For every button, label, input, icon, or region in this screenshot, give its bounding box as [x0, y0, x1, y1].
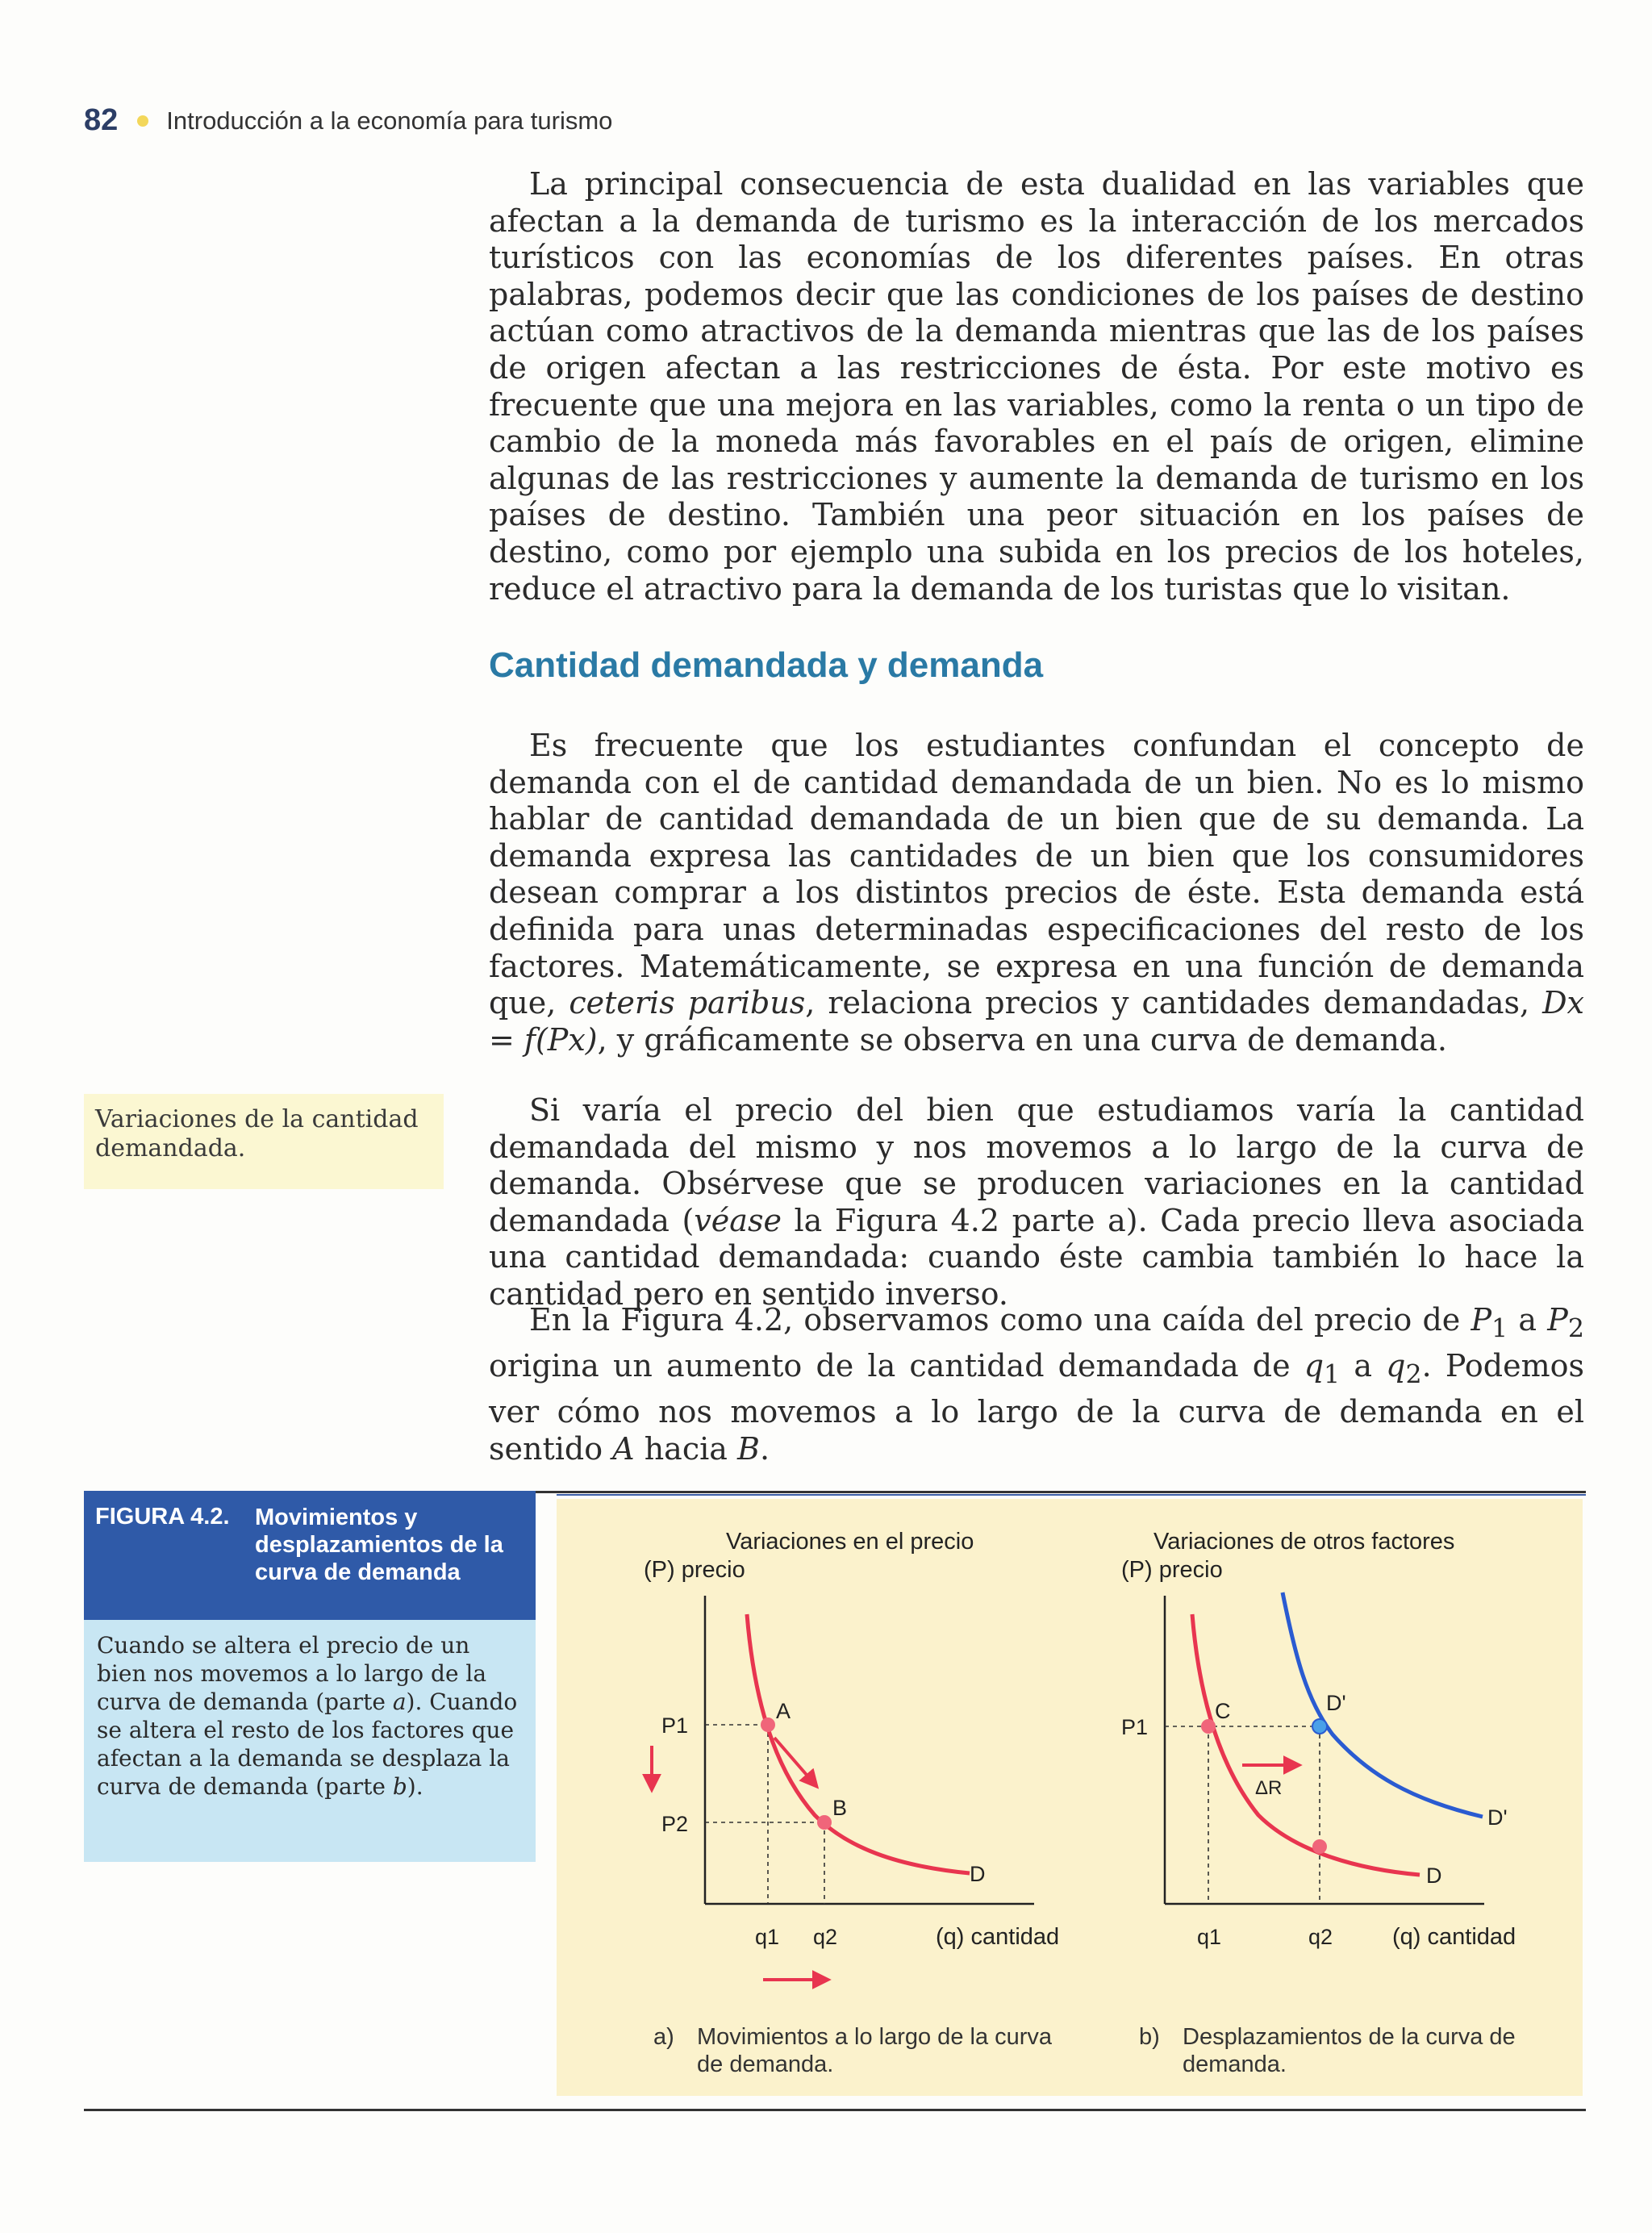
- p2-italic: ceteris paribus: [569, 985, 806, 1021]
- p2-text-b: , relaciona precios y cantidades demandadas,: [805, 985, 1543, 1021]
- figure-caption: [84, 1620, 536, 1862]
- panel-a-y-axis-label: (P) precio: [644, 1557, 745, 1583]
- panel-b-label-D-prime: D': [1326, 1691, 1346, 1715]
- p4-text-d: hacia: [634, 1430, 738, 1467]
- figure-panel: [557, 1499, 1583, 2096]
- caption-text-c: ).: [407, 1773, 423, 1800]
- p4-qsub2: 2: [1405, 1360, 1422, 1390]
- paragraph-3: [489, 1092, 1584, 1313]
- panel-b-label-C: C: [1215, 1699, 1231, 1723]
- panel-b: [1121, 1529, 1516, 2077]
- figure-svg: [557, 1499, 1583, 2096]
- panel-a-q2-label: q2: [813, 1925, 838, 1949]
- caption-text-b: ). Cuando se altera el resto de los factores que afectan a la demanda se desplaza la curva de demanda (parte: [97, 1688, 518, 1800]
- panel-a-label-B: B: [832, 1796, 848, 1820]
- panel-a-curve-label: D: [970, 1862, 986, 1886]
- panel-a-q1-label: q1: [755, 1925, 780, 1949]
- panel-b-q2-label: q2: [1308, 1925, 1333, 1949]
- panel-b-curve-D-prime-label: D': [1487, 1805, 1508, 1830]
- figure-bottom-rule: [84, 2109, 1586, 2111]
- paragraph-1-block: [489, 166, 1584, 607]
- figure-label-box: [84, 1491, 536, 1620]
- p3-text-a: Si varía el precio del bien que estudiamos varía la cantidad demandada del mismo y nos movemos a lo largo de la curva de demanda. Obsérvese que se producen variaciones en la cantidad demandada (: [489, 1092, 1584, 1238]
- panel-a-point-A: [761, 1718, 775, 1732]
- figure-top-rule-blue: [557, 1494, 1586, 1496]
- p4-sub2: 2: [1567, 1314, 1584, 1344]
- panel-b-demand-curve-D: [1192, 1614, 1420, 1875]
- running-header: [84, 103, 612, 138]
- panel-b-point-on-D: [1312, 1839, 1327, 1854]
- paragraph-2-block: [489, 728, 1584, 1058]
- panel-b-q1-label: q1: [1197, 1925, 1222, 1949]
- p3-italic: véase: [694, 1202, 782, 1238]
- panel-a-P1-label: P1: [661, 1713, 689, 1738]
- p2-text-c: , y gráficamente se observa en una curva de demanda.: [597, 1021, 1448, 1058]
- p4-text-c: . Podemos ver cómo nos movemos a lo largo de la curva de demanda en el sentido: [489, 1348, 1584, 1467]
- figure-label: FIGURA 4.2.: [95, 1504, 230, 1530]
- caption-text-a: Cuando se altera el precio de un bien nos movemos a lo largo de la curva de demanda (parte: [97, 1632, 487, 1715]
- p2-text-a: Es frecuente que los estudiantes confundan el concepto de demanda con el de cantidad demandada de un bien. No es lo mismo hablar de cantidad demandada de un bien que de su demanda. La demanda expresa las cantidades de un bien que los consumidores desean comprar a los distintos precios de éste. Esta demanda está definida para unas determinadas especificaciones del resto de los factores. Matemáticamente, se expresa en una función de demanda que,: [489, 728, 1584, 1021]
- p2-formula: Dx = f(Px): [489, 985, 1584, 1058]
- paragraph-4-block: [489, 1302, 1584, 1468]
- paragraph-4: [489, 1302, 1584, 1468]
- p4-text-b: origina un aumento de la cantidad demandada de: [489, 1348, 1304, 1384]
- panel-a-title: Variaciones en el precio: [726, 1529, 974, 1555]
- panel-b-caption-letter: b): [1139, 2024, 1160, 2050]
- p4-text-a: En la Figura 4.2, observamos como una caída del precio de: [529, 1302, 1471, 1338]
- p4-sub1: 1: [1491, 1314, 1508, 1344]
- running-title: Introducción a la economía para turismo: [166, 106, 613, 135]
- p4-mid2: a: [1340, 1348, 1387, 1384]
- p4-A: A: [612, 1430, 635, 1467]
- p4-B: B: [737, 1430, 760, 1467]
- panel-a-P2-label: P2: [661, 1812, 689, 1836]
- panel-b-title: Variaciones de otros factores: [1153, 1529, 1455, 1555]
- paragraph-1: La principal consecuencia de esta dualidad en las variables que afectan a la demanda de turismo es la interacción de los mercados turísticos con las economías de los diferentes países. En otras palabras, podemos decir que las condiciones de los países de destino actúan como atractivos de la demanda mientras que las de los países de origen afectan a las restricciones de ésta. Por este motivo es frecuente que una mejora en las variables, como la renta o un tipo de cambio de la moneda más favorables en el país de origen, elimine algunas de las restricciones y aumente la demanda de turismo en los países de destino. También una peor situación en los países de destino, como por ejemplo una subida en los precios de los hoteles, reduce el atractivo para la demanda de los turistas que lo visitan.: [489, 166, 1584, 607]
- panel-b-demand-curve-D-prime: [1283, 1592, 1483, 1817]
- bullet-dot-icon: [137, 115, 148, 127]
- panel-a-x-axis-label: (q) cantidad: [936, 1924, 1060, 1950]
- paragraph-2: [489, 728, 1584, 1058]
- p4-text-e: .: [759, 1430, 770, 1467]
- p3-text-b: la Figura 4.2 parte a). Cada precio lleva asociada una cantidad demandada: cuando éste cambia también lo hace la cantidad pero en sentido inverso.: [489, 1202, 1584, 1312]
- panel-b-curve-D-label: D: [1426, 1864, 1442, 1888]
- p4-P1: P: [1471, 1302, 1492, 1338]
- page-number: 82: [84, 103, 119, 137]
- panel-a-caption: Movimientos a lo largo de la curva de demanda.: [697, 2024, 1053, 2077]
- p4-mid1: a: [1508, 1302, 1548, 1338]
- panel-a-label-A: A: [776, 1699, 791, 1723]
- figure-title: Movimientos y desplazamientos de la curva de demanda: [255, 1505, 503, 1585]
- panel-b-point-D-prime: [1312, 1719, 1327, 1734]
- panel-b-caption: Desplazamientos de la curva de demanda.: [1183, 2024, 1516, 2077]
- p4-qsub1: 1: [1324, 1360, 1341, 1390]
- section-title: Cantidad demandada y demanda: [489, 645, 1044, 685]
- p4-P2: P: [1547, 1302, 1568, 1338]
- p4-q2: q: [1386, 1348, 1406, 1384]
- panel-b-y-axis-label: (P) precio: [1121, 1557, 1223, 1583]
- caption-italic-a: a: [392, 1688, 407, 1715]
- panel-a: [644, 1529, 1059, 2077]
- panel-a-point-B: [817, 1815, 832, 1830]
- panel-b-shift-label: ΔR: [1255, 1777, 1283, 1799]
- panel-a-caption-letter: a): [653, 2024, 674, 2050]
- caption-italic-b: b: [392, 1773, 407, 1800]
- margin-note: Variaciones de la cantidad demandada.: [84, 1094, 444, 1189]
- panel-b-point-C: [1201, 1719, 1216, 1734]
- panel-b-x-axis-label: (q) cantidad: [1392, 1924, 1516, 1950]
- p4-q1: q: [1304, 1348, 1325, 1384]
- panel-b-P1-label: P1: [1121, 1715, 1149, 1739]
- paragraph-3-block: [489, 1092, 1584, 1313]
